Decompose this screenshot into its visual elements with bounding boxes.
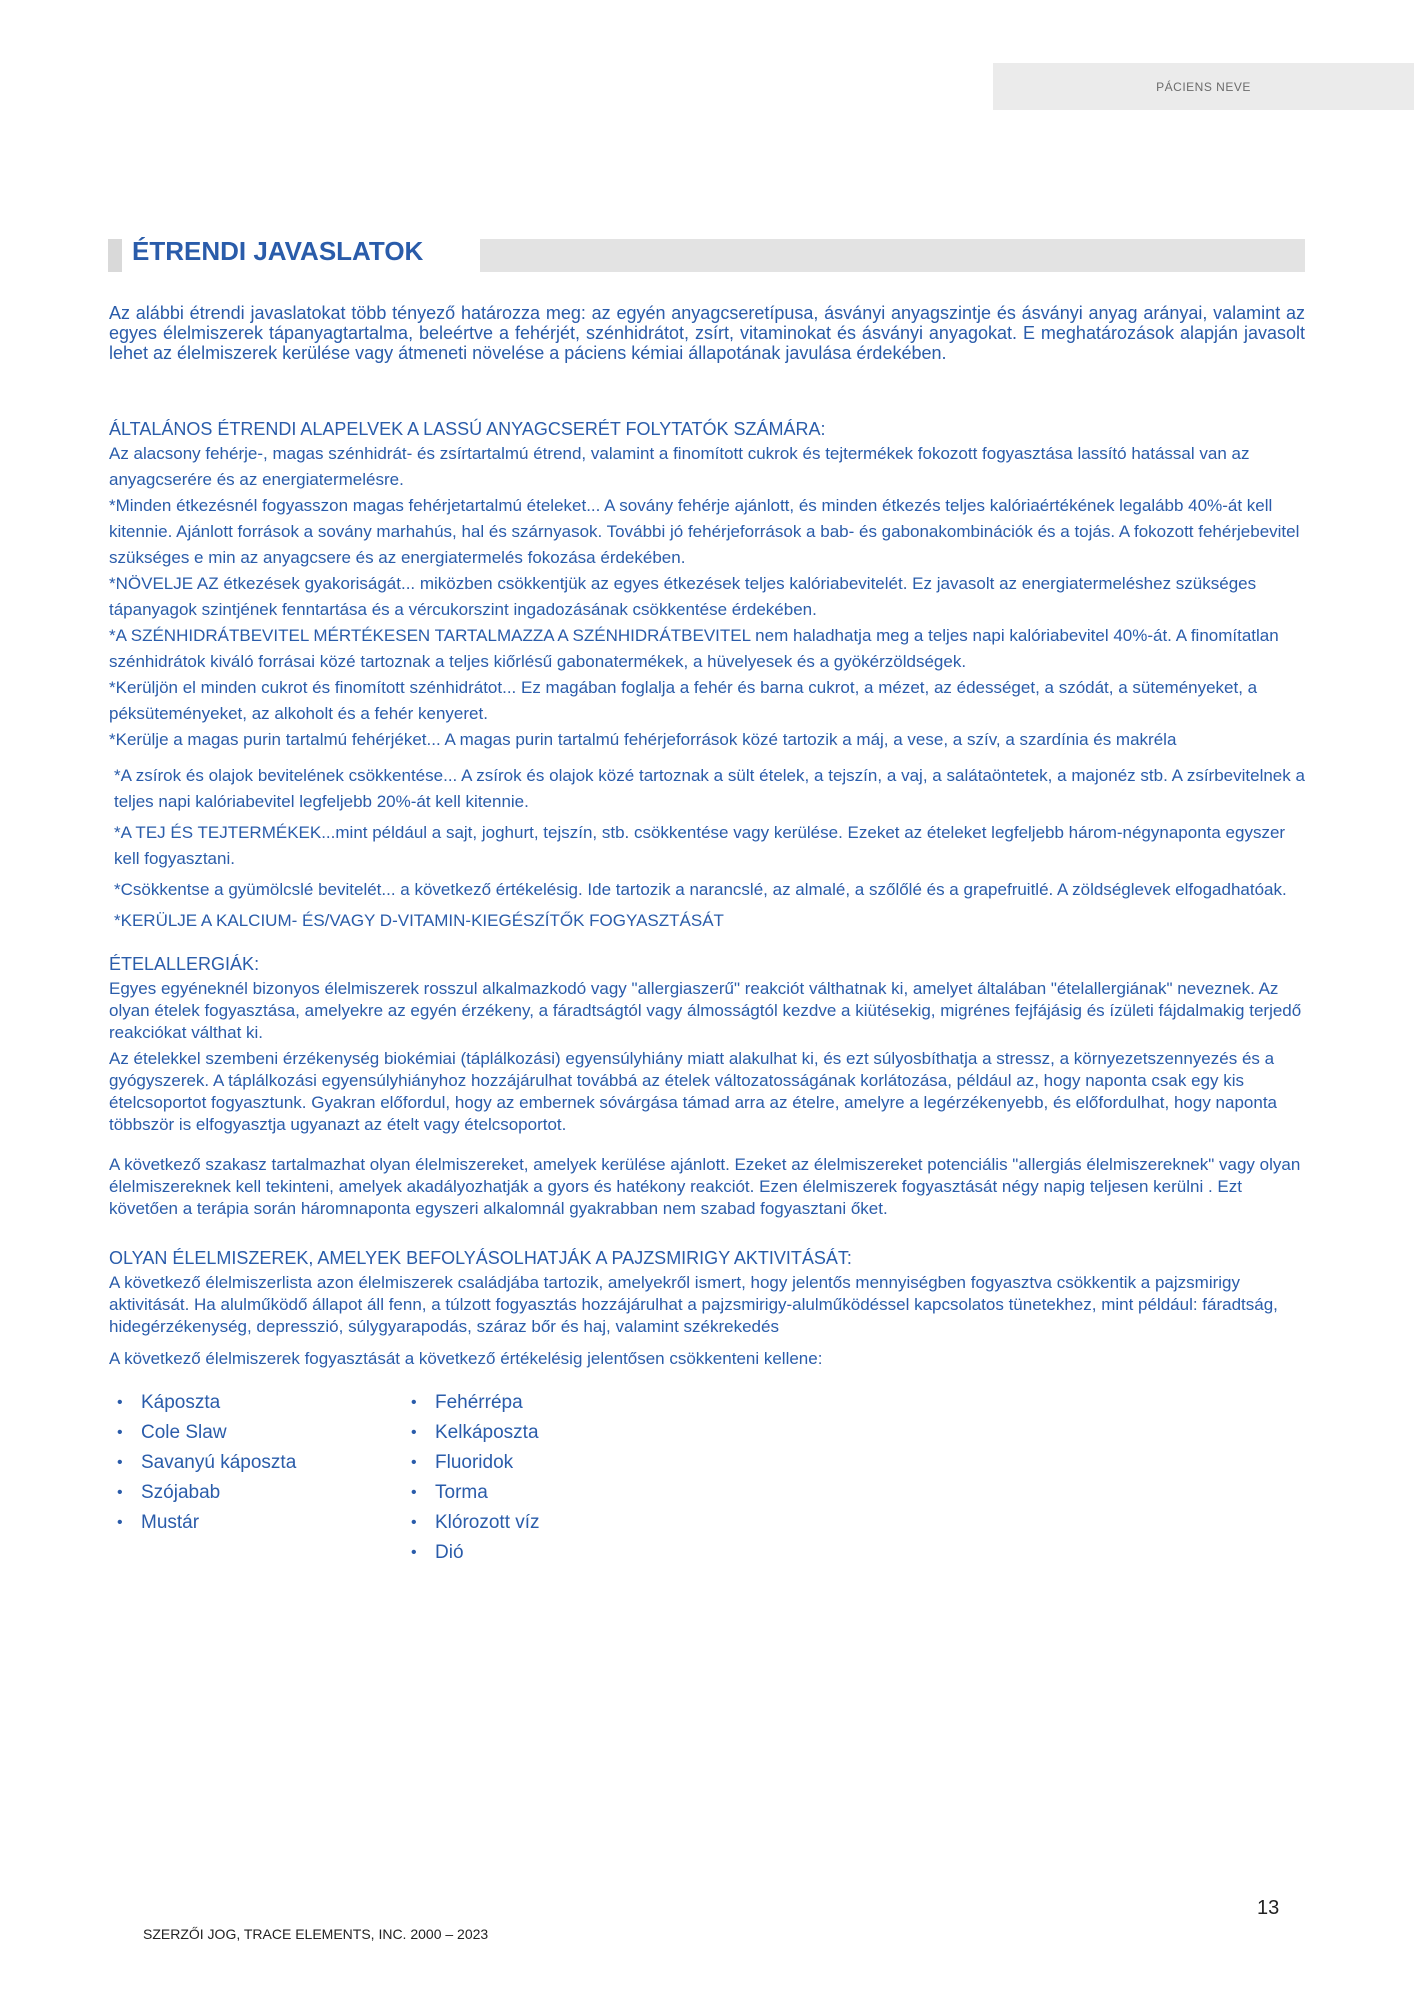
document-body xyxy=(109,303,1305,1568)
list-item: • Fluoridok xyxy=(403,1448,540,1478)
patient-name-box xyxy=(993,63,1414,110)
allergies-paragraph-2: Az ételekkel szembeni érzékenység biokémiai (táplálkozási) egyensúlyhiány miatt alakulhat ki, és ezt súlyosbíthatja a stressz, a környezetszennyezés és a gyógyszerek. A táplálkozási egyensúlyhiányhoz hozzájárulhat továbbá az ételek változatosságának korlátozása, például az, hogy naponta csak egy kis ételcsoportot fogyasztunk. Gyakran előfordul, hogy az embernek sóvárgása támad arra az ételre, amelyre a legérzékenyebb, és előfordulhat, hogy naponta többször is elfogyasztja ugyanazt az ételt vagy ételcsoportot. xyxy=(109,1049,1278,1134)
title-accent-bar xyxy=(108,239,122,272)
bullet-icon: • xyxy=(411,1454,417,1471)
thyroid-list-column-2 xyxy=(403,1388,540,1568)
general-paragraph-3: *NÖVELJE AZ étkezések gyakoriságát... miközben csökkentjük az egyes étkezések teljes kalóriabevitelét. Ez javasolt az energiatermeléshez szükséges tápanyagok szintjének fenntartása és a vércukorszint ingadozásának csökkentése érdekében. xyxy=(109,574,1257,619)
bullet-icon: • xyxy=(117,1514,123,1531)
thyroid-paragraph-2: A következő élelmiszerek fogyasztását a következő értékelésig jelentősen csökkenteni kellene: xyxy=(109,1349,823,1368)
copyright-notice: SZERZŐI JOG, TRACE ELEMENTS, INC. 2000 – 2023 xyxy=(143,1926,489,1942)
general-paragraph-8: *A TEJ ÉS TEJTERMÉKEK...mint például a sajt, joghurt, tejszín, stb. csökkentése vagy kerülése. Ezeket az ételeket legfeljebb három-négynaponta egyszer kell fogyasztani. xyxy=(114,823,1286,868)
list-item: • Fehérrépa xyxy=(403,1388,540,1418)
general-paragraph-6: *Kerülje a magas purin tartalmú fehérjéket... A magas purin tartalmú fehérjeforrások közé tartozik a máj, a vese, a szív, a szardínia és makréla xyxy=(109,730,1177,749)
list-item: • Káposzta xyxy=(109,1388,403,1418)
bullet-icon: • xyxy=(411,1424,417,1441)
thyroid-list-column-1 xyxy=(109,1388,403,1568)
thyroid-heading: OLYAN ÉLELMISZEREK, AMELYEK BEFOLYÁSOLHATJÁK A PAJZSMIRIGY AKTIVITÁSÁT: xyxy=(109,1248,852,1268)
list-item: • Szójabab xyxy=(109,1478,403,1508)
general-paragraph-9: *Csökkentse a gyümölcslé bevitelét... a következő értékelésig. Ide tartozik a narancslé, az almalé, a szőlőlé és a grapefruitlé. A zöldséglevek elfogadhatóak. xyxy=(114,880,1287,899)
list-item: • Kelkáposzta xyxy=(403,1418,540,1448)
thyroid-paragraph-1: A következő élelmiszerlista azon élelmiszerek családjába tartozik, amelyekről ismert, hogy jelentős mennyiségben fogyasztva csökkentik a pajzsmirigy aktivitását. Ha alulműködő állapot áll fenn, a túlzott fogyasztás hozzájárulhat a pajzsmirigy-alulműködéssel kapcsolatos tünetekhez, mint például: fáradtság, hidegérzékenység, depresszió, súlygyarapodás, száraz bőr és haj, valamint székrekedés xyxy=(109,1273,1278,1336)
general-paragraph-4: *A SZÉNHIDRÁTBEVITEL MÉRTÉKESEN TARTALMAZZA A SZÉNHIDRÁTBEVITEL nem haladhatja meg a teljes napi kalóriabevitel 40%-át. A finomítatlan szénhidrátok kiváló forrásai közé tartoznak a teljes kiőrlésű gabonatermékek, a hüvelyesek és a gyökérzöldségek. xyxy=(109,626,1279,671)
section-title: ÉTRENDI JAVASLATOK xyxy=(132,236,424,266)
list-item: • Savanyú káposzta xyxy=(109,1448,403,1478)
intro-paragraph: Az alábbi étrendi javaslatokat több tényező határozza meg: az egyén anyagcseretípusa, ásványi anyagszintje és ásványi anyag arányai, valamint az egyes élelmiszerek tápanyagtartalma, beleértve a fehérjét, szénhidrátot, zsírt, vitaminokat és ásványi anyagokat. E meghatározások alapján javasolt lehet az élelmiszerek kerülése vagy átmeneti növelése a páciens kémiai állapotának javulása érdekében. xyxy=(109,303,1305,363)
allergies-paragraph-1: Egyes egyéneknél bizonyos élelmiszerek rosszul alkalmazkodó vagy "allergiaszerű" reakciót válthatnak ki, amelyet általában "ételallergiának" neveznek. Az olyan ételek fogyasztása, amelyekre az egyén érzékeny, a fáradtságtól vagy álmosságtól kezdve a kiütésekig, migrénes fejfájásig és ízületi fájdalmakig terjedő reakciókat válthat ki. xyxy=(109,979,1302,1042)
bullet-icon: • xyxy=(117,1394,123,1411)
bullet-icon: • xyxy=(411,1514,417,1531)
page-number: 13 xyxy=(1257,1897,1280,1919)
bullet-icon: • xyxy=(411,1544,417,1561)
allergies-paragraph-3: A következő szakasz tartalmazhat olyan élelmiszereket, amelyek kerülése ajánlott. Ezeket az élelmiszereket potenciális "allergiás élelmiszereknek" vagy olyan élelmiszereknek kell tekinteni, amelyek akadályozhatják a gyors és hatékony reakciót. Ezen élelmiszerek fogyasztását négy napig teljesen kerülni . Ezt követően a terápia során háromnaponta egyszeri alkalomnál gyakrabban nem szabad fogyasztani őket. xyxy=(109,1155,1301,1218)
list-item: • Dió xyxy=(403,1538,540,1568)
general-paragraph-7: *A zsírok és olajok bevitelének csökkentése... A zsírok és olajok közé tartoznak a sült ételek, a tejszín, a vaj, a salátaöntetek, a majonéz stb. A zsírbevitelnek a teljes napi kalóriabevitel legfeljebb 20%-át kell kitennie. xyxy=(114,766,1305,811)
bullet-icon: • xyxy=(411,1484,417,1501)
allergies-heading: ÉTELALLERGIÁK: xyxy=(109,954,260,974)
general-principles-heading: ÁLTALÁNOS ÉTRENDI ALAPELVEK A LASSÚ ANYAGCSERÉT FOLYTATÓK SZÁMÁRA: xyxy=(109,419,826,439)
bullet-icon: • xyxy=(411,1394,417,1411)
list-item: • Cole Slaw xyxy=(109,1418,403,1448)
general-paragraph-1: Az alacsony fehérje-, magas szénhidrát- és zsírtartalmú étrend, valamint a finomított cukrok és tejtermékek fokozott fogyasztása lassító hatással van az anyagcserére és az energiatermelésre. xyxy=(109,444,1250,489)
list-item: • Torma xyxy=(403,1478,540,1508)
list-item: • Mustár xyxy=(109,1508,403,1538)
bullet-icon: • xyxy=(117,1454,123,1471)
general-paragraph-2: *Minden étkezésnél fogyasszon magas fehérjetartalmú ételeket... A sovány fehérje ajánlott, és minden étkezés teljes kalóriaértékének legalább 40%-át kell kitennie. Ajánlott források a sovány marhahús, hal és szárnyasok. További jó fehérjeforrások a bab- és gabonakombinációk és a tojás. A fokozott fehérjebevitel szükséges e min az anyagcsere és az energiatermelés fokozása érdekében. xyxy=(109,496,1300,567)
bullet-icon: • xyxy=(117,1424,123,1441)
general-paragraph-10: *KERÜLJE A KALCIUM- ÉS/VAGY D-VITAMIN-KIEGÉSZÍTŐK FOGYASZTÁSÁT xyxy=(114,911,724,930)
patient-name-label: PÁCIENS NEVE xyxy=(1156,80,1251,94)
bullet-icon: • xyxy=(117,1484,123,1501)
title-rule-bar xyxy=(480,239,1305,272)
thyroid-food-list xyxy=(109,1388,1305,1568)
general-paragraph-5: *Kerüljön el minden cukrot és finomított szénhidrátot... Ez magában foglalja a fehér és barna cukrot, a mézet, az édességet, a szódát, a süteményeket, a péksüteményeket, az alkoholt és a fehér kenyeret. xyxy=(109,678,1258,723)
list-item: • Klórozott víz xyxy=(403,1508,540,1538)
